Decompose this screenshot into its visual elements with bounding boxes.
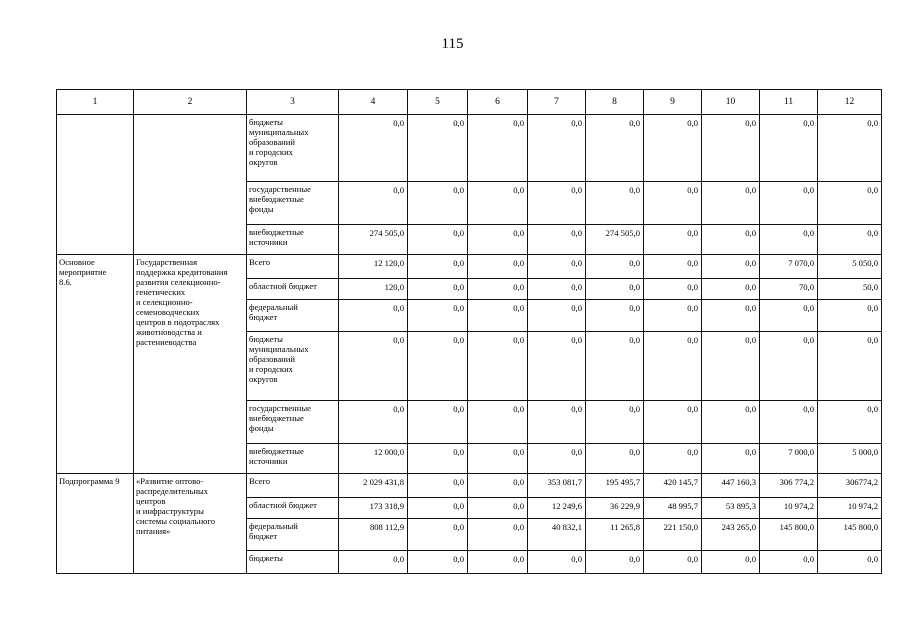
value-cell: 7 000,0 — [760, 444, 818, 474]
value-cell: 10 974,2 — [818, 498, 882, 519]
value-cell: 0,0 — [644, 279, 702, 300]
value-cell: 0,0 — [408, 225, 468, 255]
header-cell: 7 — [528, 90, 586, 115]
value-cell: 0,0 — [702, 182, 760, 225]
value-cell: 0,0 — [339, 401, 408, 444]
value-cell: 40 832,1 — [528, 519, 586, 551]
value-cell: 447 160,3 — [702, 474, 760, 498]
value-cell: 0,0 — [408, 498, 468, 519]
value-cell: 0,0 — [818, 115, 882, 182]
value-cell: 420 145,7 — [644, 474, 702, 498]
value-cell: 0,0 — [468, 474, 528, 498]
funding-source-cell: государственные внебюджетные фонды — [247, 182, 339, 225]
value-cell: 0,0 — [702, 444, 760, 474]
value-cell: 0,0 — [760, 551, 818, 574]
value-cell: 274 505,0 — [586, 225, 644, 255]
value-cell: 0,0 — [528, 115, 586, 182]
value-cell: 0,0 — [528, 182, 586, 225]
header-cell: 9 — [644, 90, 702, 115]
value-cell: 0,0 — [468, 551, 528, 574]
value-cell: 0,0 — [818, 551, 882, 574]
header-cell: 2 — [134, 90, 247, 115]
value-cell: 0,0 — [528, 444, 586, 474]
header-cell: 6 — [468, 90, 528, 115]
value-cell: 0,0 — [586, 551, 644, 574]
value-cell: 12 120,0 — [339, 255, 408, 279]
value-cell: 0,0 — [408, 115, 468, 182]
table-row — [57, 115, 882, 182]
value-cell: 0,0 — [644, 332, 702, 401]
value-cell: 0,0 — [468, 225, 528, 255]
value-cell: 0,0 — [702, 300, 760, 332]
header-row — [57, 90, 882, 115]
value-cell: 0,0 — [702, 225, 760, 255]
value-cell: 0,0 — [586, 401, 644, 444]
value-cell: 0,0 — [818, 225, 882, 255]
header-cell: 10 — [702, 90, 760, 115]
value-cell: 0,0 — [528, 279, 586, 300]
budget-table — [56, 89, 882, 574]
funding-source-cell: внебюджетные источники — [247, 225, 339, 255]
value-cell: 0,0 — [339, 182, 408, 225]
value-cell: 0,0 — [468, 444, 528, 474]
funding-source-cell: областной бюджет — [247, 279, 339, 300]
value-cell: 0,0 — [528, 300, 586, 332]
value-cell: 0,0 — [818, 300, 882, 332]
value-cell: 0,0 — [644, 225, 702, 255]
value-cell: 808 112,9 — [339, 519, 408, 551]
value-cell: 0,0 — [702, 332, 760, 401]
value-cell: 0,0 — [586, 255, 644, 279]
value-cell: 0,0 — [468, 332, 528, 401]
value-cell: 0,0 — [818, 182, 882, 225]
value-cell: 0,0 — [468, 498, 528, 519]
value-cell: 0,0 — [702, 279, 760, 300]
value-cell: 0,0 — [644, 551, 702, 574]
value-cell: 120,0 — [339, 279, 408, 300]
value-cell: 53 895,3 — [702, 498, 760, 519]
value-cell: 0,0 — [644, 300, 702, 332]
value-cell: 0,0 — [644, 255, 702, 279]
table-row — [57, 474, 882, 498]
value-cell: 0,0 — [528, 401, 586, 444]
value-cell: 5 050,0 — [818, 255, 882, 279]
value-cell: 0,0 — [644, 401, 702, 444]
value-cell: 0,0 — [586, 279, 644, 300]
value-cell: 0,0 — [644, 115, 702, 182]
funding-source-cell: федеральный бюджет — [247, 300, 339, 332]
funding-source-cell: Всего — [247, 255, 339, 279]
value-cell: 0,0 — [702, 115, 760, 182]
program-code-cell: Подпрограмма 9 — [57, 474, 134, 574]
value-cell: 0,0 — [468, 300, 528, 332]
value-cell: 353 081,7 — [528, 474, 586, 498]
value-cell: 274 505,0 — [339, 225, 408, 255]
value-cell: 0,0 — [408, 519, 468, 551]
value-cell: 195 495,7 — [586, 474, 644, 498]
funding-source-cell: федеральный бюджет — [247, 519, 339, 551]
value-cell: 306 774,2 — [760, 474, 818, 498]
header-cell: 12 — [818, 90, 882, 115]
value-cell: 11 265,8 — [586, 519, 644, 551]
funding-source-cell: государственные внебюджетные фонды — [247, 401, 339, 444]
funding-source-cell: бюджеты муниципальных образований и городских округов — [247, 332, 339, 401]
header-cell: 5 — [408, 90, 468, 115]
value-cell: 0,0 — [702, 401, 760, 444]
value-cell: 0,0 — [586, 332, 644, 401]
value-cell: 0,0 — [468, 115, 528, 182]
value-cell: 0,0 — [408, 279, 468, 300]
header-cell: 4 — [339, 90, 408, 115]
header-cell: 1 — [57, 90, 134, 115]
program-code-cell — [57, 115, 134, 255]
value-cell: 50,0 — [818, 279, 882, 300]
value-cell: 0,0 — [760, 115, 818, 182]
value-cell: 0,0 — [408, 300, 468, 332]
program-code-cell: Основное мероприятие 8.6. — [57, 255, 134, 474]
funding-source-cell: бюджеты муниципальных образований и городских округов — [247, 115, 339, 182]
value-cell: 0,0 — [468, 401, 528, 444]
value-cell: 2 029 431,8 — [339, 474, 408, 498]
value-cell: 0,0 — [760, 225, 818, 255]
funding-source-cell: бюджеты — [247, 551, 339, 574]
program-name-cell: «Развитие оптово- распределительных центров и инфраструктуры системы социального питания» — [134, 474, 247, 574]
value-cell: 12 000,0 — [339, 444, 408, 474]
value-cell: 306774,2 — [818, 474, 882, 498]
program-name-cell — [134, 115, 247, 255]
value-cell: 0,0 — [408, 401, 468, 444]
program-name-cell: Государственная поддержка кредитования развития селекционно- генетических и селекционно- семеноводческих центров в подотраслях животноводства и растениеводства — [134, 255, 247, 474]
funding-source-cell: внебюджетные источники — [247, 444, 339, 474]
value-cell: 0,0 — [760, 300, 818, 332]
value-cell: 0,0 — [468, 279, 528, 300]
value-cell: 0,0 — [528, 225, 586, 255]
value-cell: 145 800,0 — [760, 519, 818, 551]
value-cell: 0,0 — [339, 115, 408, 182]
value-cell: 0,0 — [702, 255, 760, 279]
value-cell: 12 249,6 — [528, 498, 586, 519]
value-cell: 0,0 — [468, 255, 528, 279]
value-cell: 10 974,2 — [760, 498, 818, 519]
header-cell: 8 — [586, 90, 644, 115]
page-number: 115 — [441, 36, 464, 52]
value-cell: 0,0 — [818, 401, 882, 444]
value-cell: 0,0 — [408, 332, 468, 401]
header-cell: 3 — [247, 90, 339, 115]
value-cell: 36 229,9 — [586, 498, 644, 519]
value-cell: 0,0 — [702, 551, 760, 574]
value-cell: 145 800,0 — [818, 519, 882, 551]
value-cell: 0,0 — [408, 182, 468, 225]
value-cell: 0,0 — [760, 332, 818, 401]
value-cell: 0,0 — [644, 444, 702, 474]
value-cell: 0,0 — [468, 182, 528, 225]
value-cell: 0,0 — [528, 551, 586, 574]
value-cell: 243 265,0 — [702, 519, 760, 551]
value-cell: 48 995,7 — [644, 498, 702, 519]
value-cell: 70,0 — [760, 279, 818, 300]
value-cell: 0,0 — [818, 332, 882, 401]
value-cell: 0,0 — [408, 474, 468, 498]
value-cell: 0,0 — [586, 115, 644, 182]
value-cell: 0,0 — [339, 551, 408, 574]
value-cell: 0,0 — [586, 300, 644, 332]
value-cell: 0,0 — [408, 551, 468, 574]
value-cell: 173 318,9 — [339, 498, 408, 519]
value-cell: 0,0 — [408, 255, 468, 279]
value-cell: 0,0 — [528, 255, 586, 279]
table-row — [57, 255, 882, 279]
value-cell: 0,0 — [408, 444, 468, 474]
value-cell: 0,0 — [586, 444, 644, 474]
value-cell: 0,0 — [468, 519, 528, 551]
value-cell: 0,0 — [586, 182, 644, 225]
value-cell: 7 070,0 — [760, 255, 818, 279]
funding-source-cell: областной бюджет — [247, 498, 339, 519]
value-cell: 0,0 — [760, 182, 818, 225]
value-cell: 5 000,0 — [818, 444, 882, 474]
value-cell: 0,0 — [760, 401, 818, 444]
value-cell: 0,0 — [528, 332, 586, 401]
value-cell: 0,0 — [339, 300, 408, 332]
value-cell: 0,0 — [644, 182, 702, 225]
value-cell: 221 150,0 — [644, 519, 702, 551]
value-cell: 0,0 — [339, 332, 408, 401]
funding-source-cell: Всего — [247, 474, 339, 498]
header-cell: 11 — [760, 90, 818, 115]
